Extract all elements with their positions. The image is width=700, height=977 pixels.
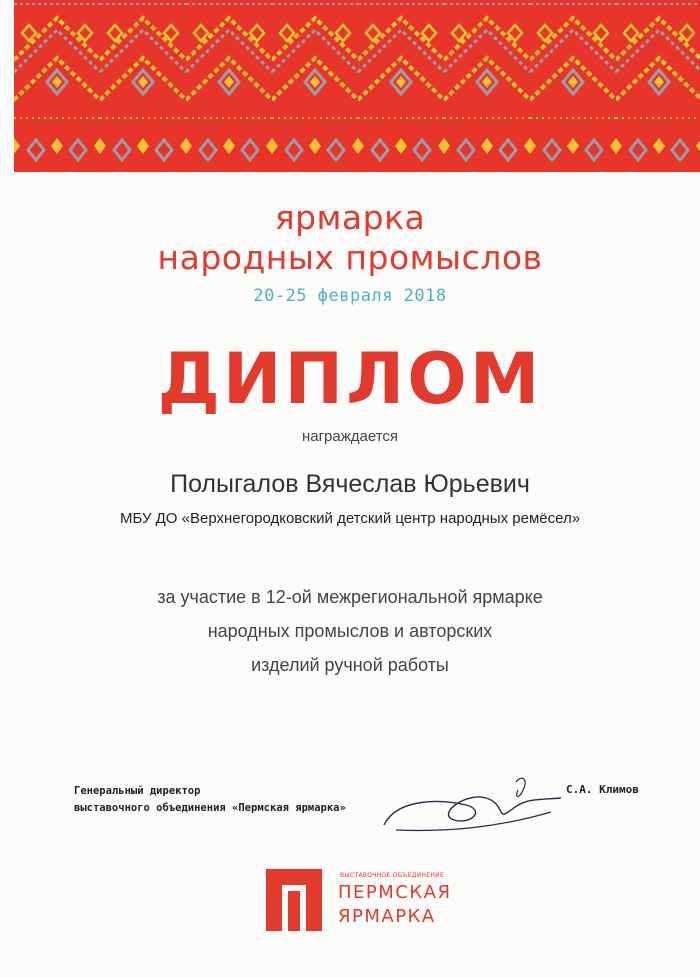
perm-fair-logo-mark-icon (262, 865, 326, 935)
award-reason-line2: народных промыслов и авторских (207, 621, 493, 641)
diploma-title: ДИПЛОМ (157, 338, 543, 420)
ornament-pattern-icon (14, 0, 700, 172)
fair-title-line2: народных промыслов (157, 238, 543, 277)
fair-title (0, 198, 700, 278)
signatory-name: С.А. Климов (566, 783, 639, 796)
recipient-organization: МБУ ДО «Верхнегородковский детский центр народных ремёсел» (119, 510, 581, 527)
logo-name-line1: ПЕРМСКАЯ (338, 882, 452, 903)
award-reason-line1: за участие в 12-ой межрегиональной ярмарке (157, 587, 543, 607)
fair-dates: 20-25 февраля 2018 (253, 286, 447, 306)
folk-ornament-banner (14, 0, 700, 172)
awarded-label: награждается (301, 428, 399, 445)
signatory-position-line2: выставочного объединения «Пермская ярмарка» (74, 802, 346, 814)
signature-scribble-icon (376, 770, 566, 840)
recipient-name: Полыгалов Вячеслав Юрьевич (170, 470, 530, 498)
logo-name-line2: ЯРМАРКА (338, 906, 436, 927)
signatory-position (74, 783, 346, 817)
signatory-position-line1: Генеральный директор (74, 785, 201, 797)
fair-title-line1: ярмарка (274, 198, 426, 237)
award-reason-line3: изделий ручной работы (251, 655, 449, 675)
award-reason (0, 580, 700, 682)
logo-subtitle: ВЫСТАВОЧНОЕ ОБЪЕДИНЕНИЕ (340, 872, 445, 879)
